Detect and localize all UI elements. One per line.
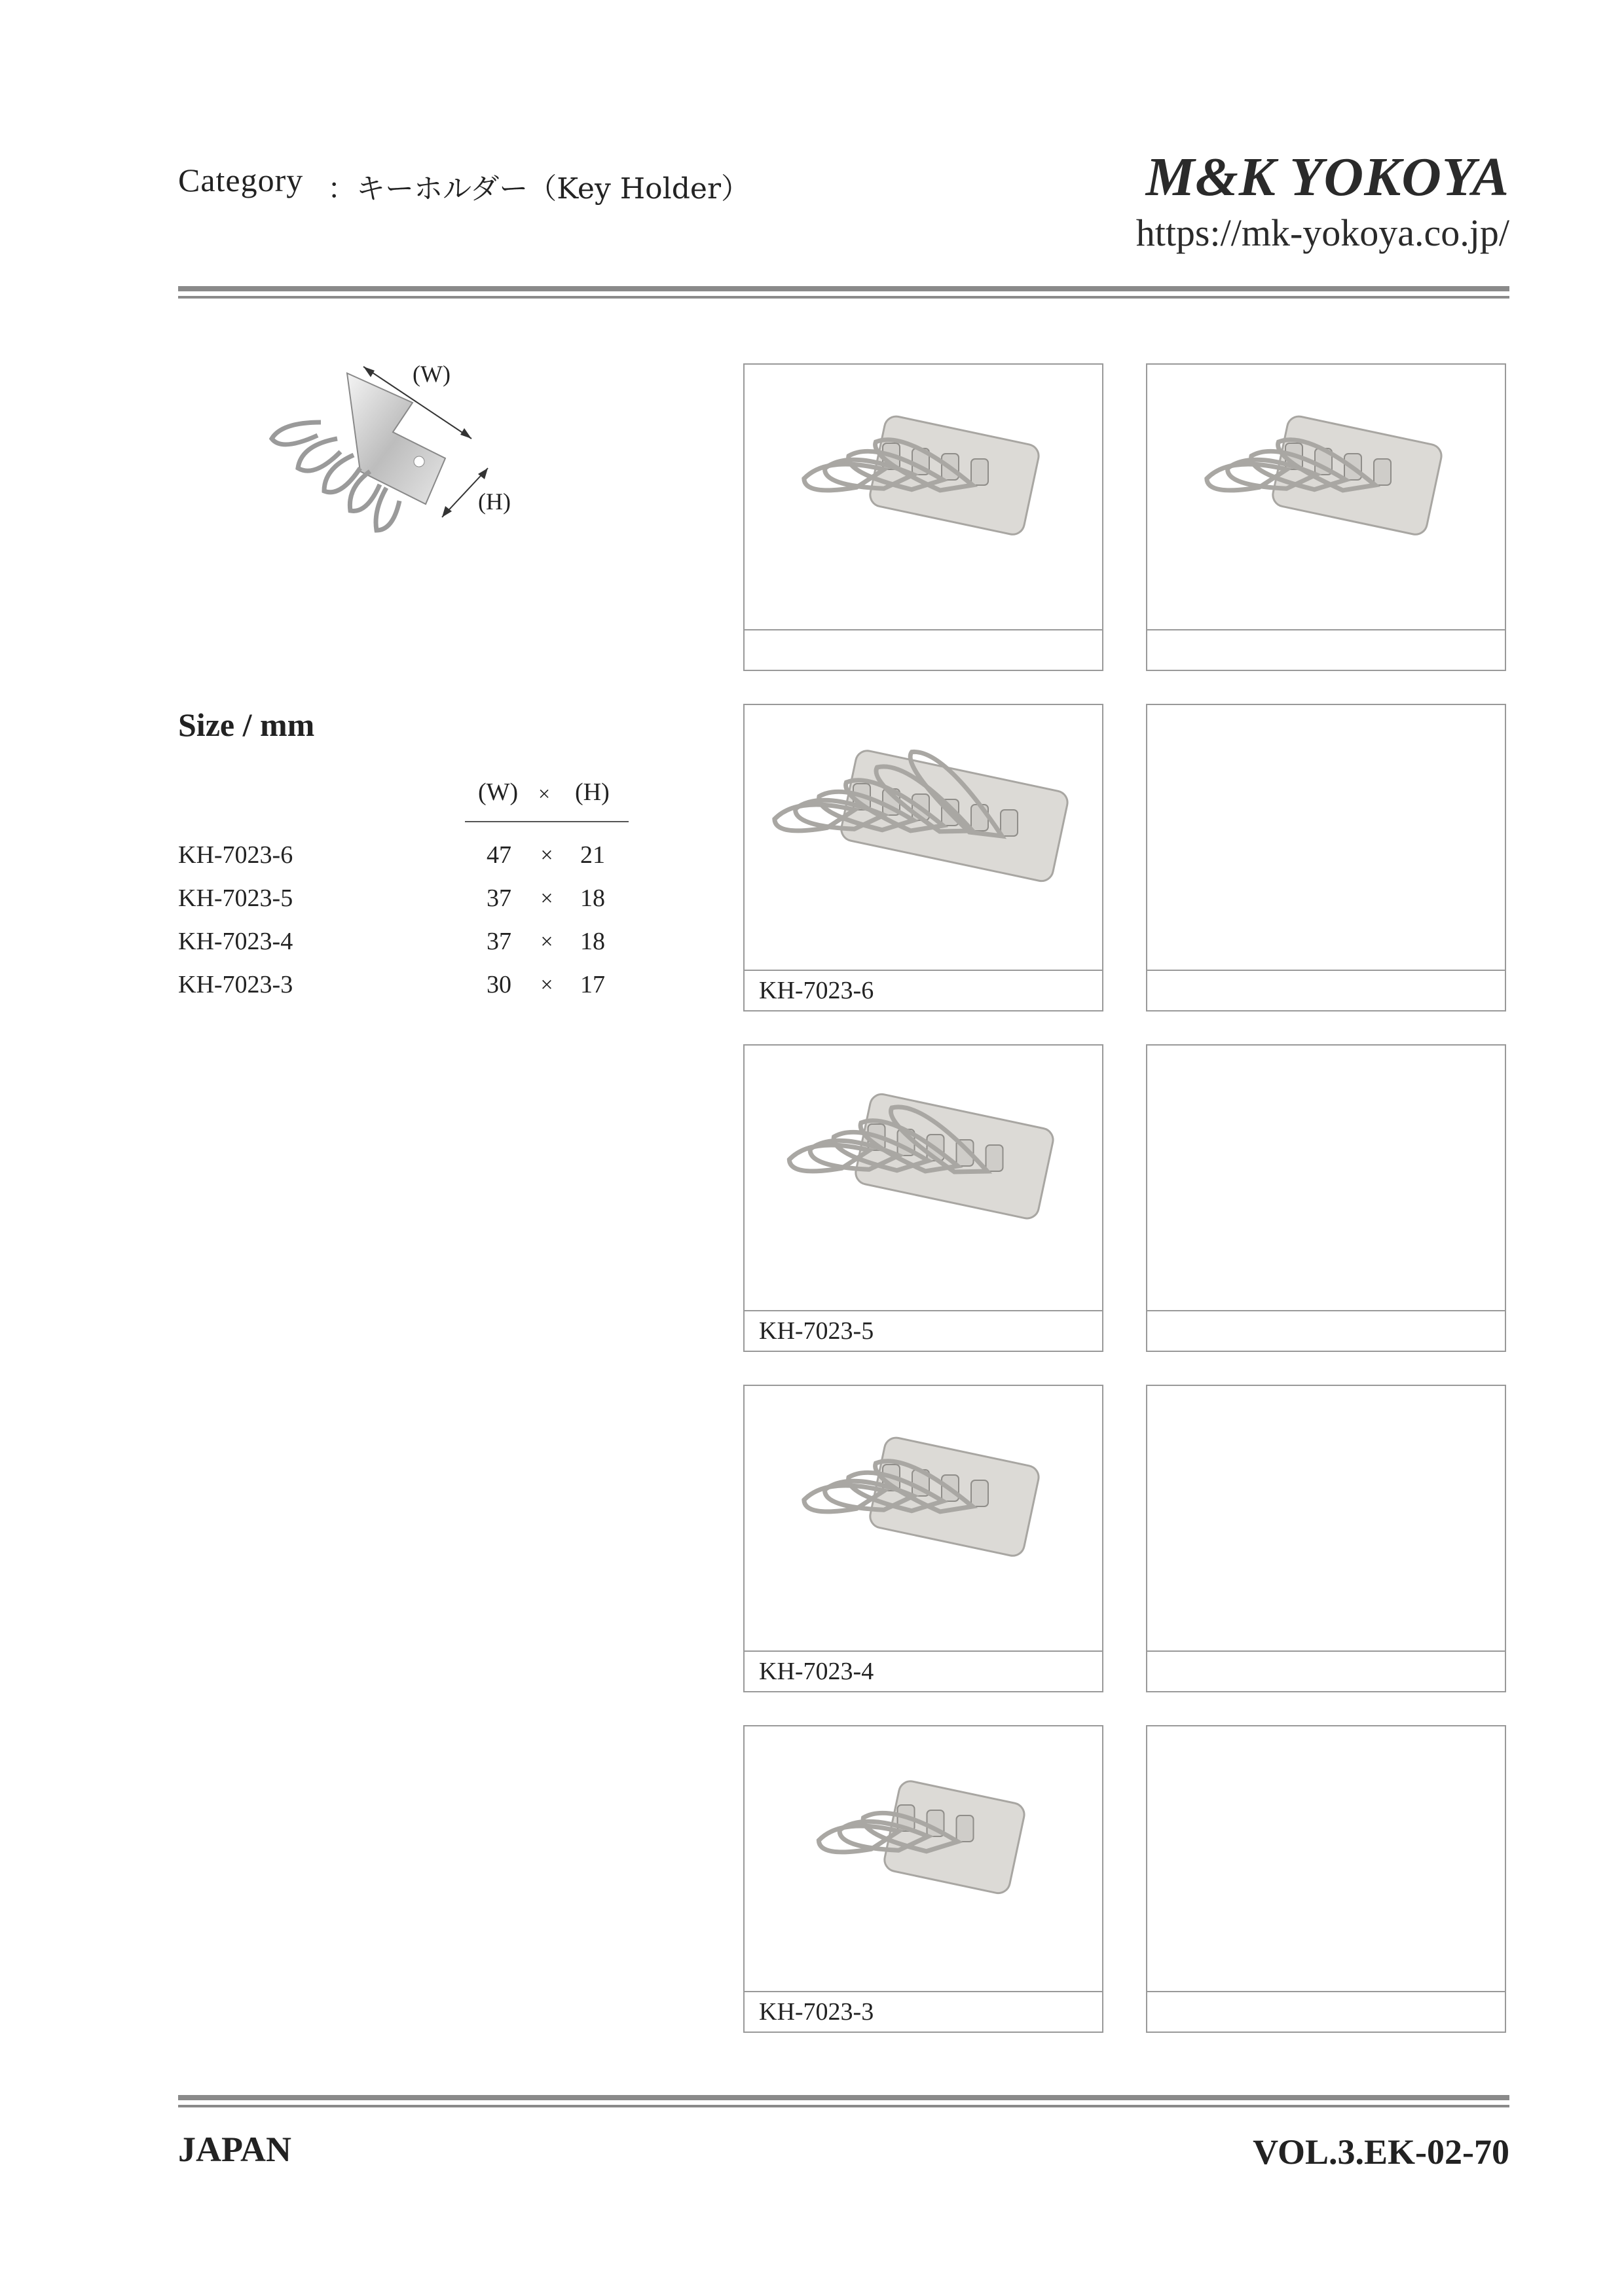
size-row-w: 47 — [487, 841, 511, 869]
product-photo — [1147, 705, 1505, 971]
product-photo — [745, 705, 1102, 971]
size-row-h: 18 — [580, 884, 605, 912]
product-caption: KH-7023-6 — [759, 977, 874, 1004]
product-caption: KH-7023-3 — [759, 1998, 874, 2026]
width-label: (W) — [413, 361, 451, 387]
size-row-name: KH-7023-6 — [178, 841, 293, 869]
website-url[interactable]: https://mk-yokoya.co.jp/ — [1135, 211, 1509, 254]
product-photo — [1147, 365, 1505, 630]
product-card[interactable] — [1146, 1044, 1506, 1352]
size-row-name: KH-7023-4 — [178, 928, 293, 955]
key-holder-photo — [745, 1726, 1102, 1991]
size-col-w: (W) — [478, 778, 519, 806]
product-photo — [745, 1386, 1102, 1652]
key-holder-photo — [745, 365, 1102, 629]
product-card[interactable] — [743, 1385, 1103, 1692]
key-holder-photo — [745, 1046, 1102, 1310]
size-row-w: 37 — [487, 884, 511, 912]
product-caption: KH-7023-4 — [759, 1658, 874, 1685]
product-card[interactable] — [1146, 1385, 1506, 1692]
key-holder-barrel — [1374, 459, 1391, 485]
product-card[interactable] — [1146, 1725, 1506, 2033]
product-card[interactable] — [743, 1725, 1103, 2033]
size-row-x: × — [540, 973, 553, 997]
product-photo — [1147, 1046, 1505, 1311]
product-photo — [745, 1046, 1102, 1311]
size-row-x: × — [540, 930, 553, 954]
size-col-x: × — [538, 782, 551, 805]
key-holder-plate — [854, 1092, 1056, 1220]
size-row-x: × — [540, 843, 553, 867]
header-rule-thin — [178, 296, 1509, 299]
height-label: (H) — [478, 488, 511, 515]
footer-rule-thick — [178, 2095, 1509, 2100]
size-row-name: KH-7023-3 — [178, 971, 293, 998]
size-row-w: 37 — [487, 928, 511, 955]
key-holder-barrel — [957, 1815, 974, 1842]
key-holder-barrel — [986, 1145, 1003, 1171]
key-holder-barrel — [1001, 810, 1018, 836]
footer-country: JAPAN — [178, 2130, 291, 2169]
product-card[interactable] — [743, 704, 1103, 1011]
product-caption: KH-7023-5 — [759, 1317, 874, 1345]
footer-volume-code: VOL.3.EK-02-70 — [1253, 2132, 1509, 2172]
product-photo — [1147, 1726, 1505, 1992]
dimension-diagram — [196, 347, 563, 596]
product-card[interactable] — [743, 1044, 1103, 1352]
key-holder-diagram-illustration — [196, 347, 563, 596]
product-photo — [745, 365, 1102, 630]
product-photo — [1147, 1386, 1505, 1652]
size-row-x: × — [540, 886, 553, 911]
size-table-title: Size / mm — [178, 706, 315, 743]
product-card[interactable] — [1146, 704, 1506, 1011]
category-value: ：キーホルダー（Key Holder） — [327, 172, 750, 206]
category-label: Category — [178, 162, 304, 198]
size-table-header-rule — [465, 821, 629, 822]
size-col-h: (H) — [575, 778, 610, 806]
key-holder-photo — [745, 705, 1102, 970]
size-row-h: 18 — [580, 928, 605, 955]
key-holder-photo — [745, 1386, 1102, 1650]
footer-rule-thin — [178, 2105, 1509, 2107]
size-row-h: 17 — [580, 971, 605, 998]
size-row-w: 30 — [487, 971, 511, 998]
key-holder-photo — [1147, 365, 1505, 629]
size-row-h: 21 — [580, 841, 605, 869]
header-rule-thick — [178, 286, 1509, 291]
product-photo — [745, 1726, 1102, 1992]
key-holder-barrel — [971, 805, 988, 831]
key-holder-barrel — [971, 1480, 988, 1506]
key-holder-barrel — [971, 459, 988, 485]
product-card[interactable] — [1146, 363, 1506, 671]
product-card[interactable] — [743, 363, 1103, 671]
size-row-name: KH-7023-5 — [178, 884, 293, 912]
brand-logo-text: M&K YOKOYA — [1145, 147, 1509, 208]
